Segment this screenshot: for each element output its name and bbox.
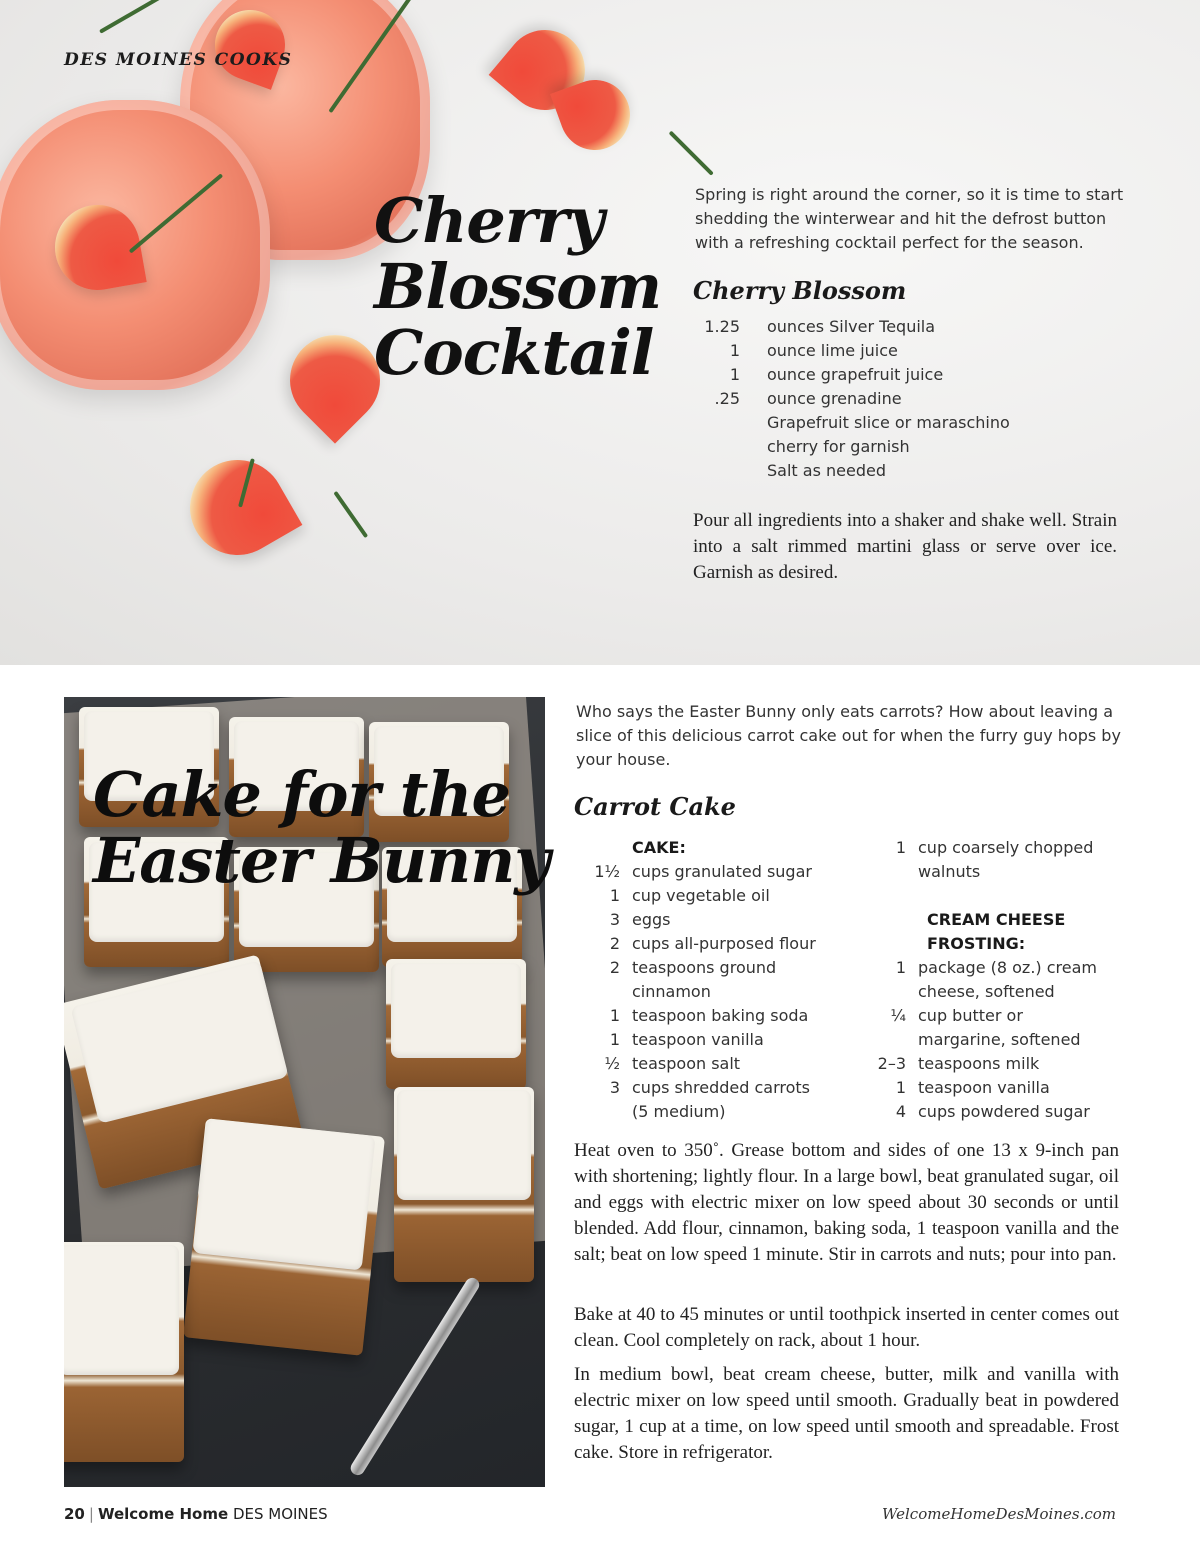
fork	[348, 1275, 482, 1477]
cocktail-recipe-name: Cherry Blossom	[693, 276, 907, 305]
ingredient-qty: 1	[895, 958, 906, 977]
ingredient-qty: 2	[609, 958, 620, 977]
grapefruit-wedge	[173, 443, 303, 573]
ingredient-item: ounce grapefruit juice	[767, 365, 944, 384]
ingredient-item: teaspoon vanilla	[918, 1078, 1050, 1097]
cake-recipe-name: Carrot Cake	[574, 792, 736, 821]
frosting-ingredient-list	[870, 836, 1140, 1124]
ingredient-qty: 1	[609, 886, 620, 905]
ingredient-qty: .25	[714, 389, 740, 408]
rosemary-sprig	[669, 131, 714, 176]
ingredient-item: cups granulated sugar	[632, 862, 812, 881]
publication-name: Welcome Home	[97, 1505, 229, 1523]
ingredient-row	[584, 932, 854, 956]
ingredient-item: cups all-purposed flour	[632, 934, 816, 953]
ingredient-qty: 1	[895, 838, 906, 857]
ingredient-item: cup coarsely chopped walnuts	[918, 838, 1094, 881]
ingredient-qty: 1	[609, 1030, 620, 1049]
ingredient-row	[695, 411, 1115, 459]
ingredient-qty: 1	[609, 1006, 620, 1025]
cocktail-intro: Spring is right around the corner, so it is time to start shedding the winterwear and hit the defrost button with a refreshing cocktail perfect for the season.	[695, 185, 1124, 252]
ingredient-qty: 2–3	[877, 1054, 906, 1073]
ingredient-row	[584, 1076, 854, 1124]
ingredient-item: ounce grenadine	[767, 389, 902, 408]
ingredient-qty	[695, 411, 767, 459]
ingredient-qty: 1	[729, 341, 740, 360]
ingredient-item: ounce lime juice	[767, 341, 898, 360]
ingredient-item: teaspoons ground cinnamon	[632, 958, 777, 1001]
footer-website: WelcomeHomeDesMoines.com	[881, 1505, 1116, 1523]
cake-title-line: Cake for the	[93, 758, 510, 831]
ingredient-item: package (8 oz.) cream cheese, softened	[918, 958, 1097, 1001]
ingredient-item: Salt as needed	[767, 461, 886, 480]
cake-directions-paragraph: In medium bowl, beat cream cheese, butter, milk and vanilla with electric mixer on low speed until smooth. Gradually beat in powdered sugar, 1 cup at a time, on low speed until smooth and spreadable. Frost cake. Store in refrigerator.	[574, 1364, 1119, 1463]
ingredient-qty: 4	[895, 1102, 906, 1121]
rosemary-sprig	[99, 0, 162, 34]
ingredient-item: teaspoon vanilla	[632, 1030, 764, 1049]
ingredient-qty: 2	[609, 934, 620, 953]
page-footer-publication	[64, 1505, 328, 1523]
ingredient-item: Grapefruit slice or maraschino cherry for garnish	[767, 413, 1010, 456]
ingredient-row	[870, 1004, 1140, 1052]
cocktail-ingredient-list	[695, 315, 1115, 483]
ingredient-row	[584, 836, 854, 860]
ingredient-qty	[695, 459, 767, 483]
ingredient-row	[870, 1100, 1140, 1124]
ingredient-qty: 1	[895, 1078, 906, 1097]
section-label: DES MOINES COOKS	[64, 50, 293, 70]
ingredient-row	[870, 1052, 1140, 1076]
rosemary-sprig	[333, 491, 368, 538]
ingredient-row	[695, 315, 1115, 339]
cocktail-title-line: Blossom	[374, 250, 662, 323]
ingredient-qty: 1	[729, 365, 740, 384]
footer-separator: |	[88, 1505, 94, 1523]
cake-title	[93, 758, 563, 897]
ingredient-row	[695, 363, 1115, 387]
ingredient-item: cups powdered sugar	[918, 1102, 1090, 1121]
cake-intro: Who says the Easter Bunny only eats carrots? How about leaving a slice of this delicious carrot cake out for when the furry guy hops by your house.	[576, 702, 1121, 769]
ingredient-row	[695, 339, 1115, 363]
ingredient-qty: 3	[609, 1078, 620, 1097]
ingredient-row	[584, 1004, 854, 1028]
cake-directions-paragraph: Heat oven to 350˚. Grease bottom and sides of one 13 x 9-inch pan with shortening; lightly flour. In a large bowl, beat granulated sugar, oil and eggs with electric mixer on low speed about 30 seconds or until blended. Add flour, cinnamon, baking soda, 1 teaspoon vanilla and the salt; beat on low speed 1 minute. Stir in carrots and nuts; pour into pan.	[574, 1140, 1119, 1265]
ingredient-row	[695, 387, 1115, 411]
ingredient-item: teaspoon baking soda	[632, 1006, 809, 1025]
ingredient-qty: 1.25	[704, 317, 740, 336]
ingredient-qty: 1½	[594, 862, 620, 881]
frosting	[397, 1090, 531, 1200]
ingredient-row	[870, 956, 1140, 1004]
publication-city: DES MOINES	[232, 1505, 328, 1523]
frosting-subheading: CREAM CHEESE	[927, 910, 1066, 929]
frosting	[391, 963, 521, 1058]
ingredient-row	[584, 860, 854, 884]
ingredient-row	[584, 908, 854, 932]
ingredient-row	[584, 884, 854, 908]
cake-subheading: CAKE:	[632, 838, 686, 857]
page-number: 20	[64, 1505, 85, 1523]
ingredient-item: eggs	[632, 910, 671, 929]
frosting-subheading: FROSTING:	[927, 934, 1026, 953]
ingredient-qty: 3	[609, 910, 620, 929]
cocktail-directions: Pour all ingredients into a shaker and shake well. Strain into a salt rimmed martini glass or serve over ice. Garnish as desired.	[693, 510, 1117, 583]
ingredient-item: ounces Silver Tequila	[767, 317, 936, 336]
cake-ingredient-list	[584, 836, 854, 1124]
ingredient-row	[870, 836, 1140, 884]
ingredient-item: teaspoon salt	[632, 1054, 741, 1073]
ingredient-row	[870, 1076, 1140, 1100]
ingredient-row	[584, 956, 854, 1004]
ingredient-qty: ¼	[890, 1006, 906, 1025]
ingredient-item: cup butter or margarine, softened	[918, 1006, 1081, 1049]
cocktail-title-line: Cherry	[374, 184, 604, 257]
ingredient-item: cups shredded carrots (5 medium)	[632, 1078, 810, 1121]
ingredient-row	[584, 1028, 854, 1052]
cake-title-line: Easter Bunny	[93, 824, 550, 897]
frosting	[192, 1118, 375, 1270]
ingredient-row	[584, 1052, 854, 1076]
cocktail-title	[374, 184, 674, 389]
ingredient-qty: ½	[604, 1054, 620, 1073]
ingredient-row	[695, 459, 1115, 483]
cake-directions-paragraph: Bake at 40 to 45 minutes or until toothpick inserted in center comes out clean. Cool completely on rack, about 1 hour.	[574, 1304, 1119, 1351]
ingredient-item: cup vegetable oil	[632, 886, 770, 905]
ingredient-item: teaspoons milk	[918, 1054, 1040, 1073]
frosting	[64, 1245, 179, 1375]
cocktail-title-line: Cocktail	[374, 316, 654, 389]
